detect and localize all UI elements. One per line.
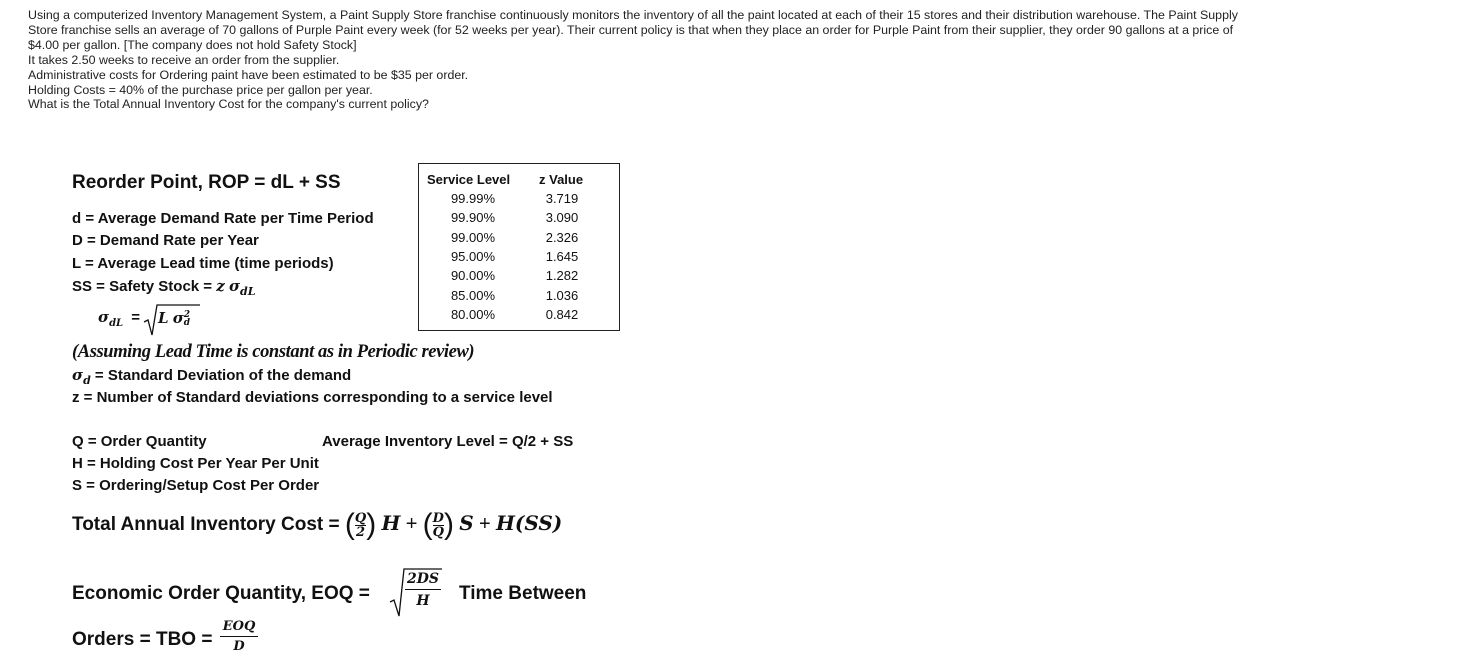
problem-line: Administrative costs for Ordering paint have been estimated to be $35 per order. <box>28 67 469 82</box>
safety-stock-definition <box>72 277 255 298</box>
service-level-cell: 99.00% <box>450 230 496 245</box>
eoq-fraction <box>405 572 441 608</box>
sigma-dl-formula <box>98 308 140 329</box>
Q-definition: Q = Order Quantity <box>72 433 207 450</box>
column-header-service-level: Service Level <box>427 172 511 187</box>
problem-line: Using a computerized Inventory Management System, a Paint Supply Store franchise continuously monitors the inventory of all the paint located at each of their 15 stores and their distribution warehouse. The Paint Supply <box>28 8 1238 22</box>
time-between-label: Time Between <box>459 583 587 604</box>
eoq-denominator: H <box>405 589 441 608</box>
problem-line: It takes 2.50 weeks to receive an order from the supplier. <box>28 52 340 67</box>
sigma-dl-radicand <box>158 309 190 327</box>
lead-time-assumption: (Assuming Lead Time is constant as in Periodic review) <box>72 342 475 362</box>
problem-line: What is the Total Annual Inventory Cost for the company's current policy? <box>28 97 429 112</box>
problem-line: $4.00 per gallon. [The company does not hold Safety Stock] <box>28 37 357 52</box>
sigma-d-subscript: d <box>83 374 91 387</box>
equals-sign: = <box>131 309 141 326</box>
tc-S: S <box>459 511 474 536</box>
service-level-cell: 85.00% <box>450 288 496 303</box>
tc-H2: H <box>495 511 515 536</box>
eoq-numerator: 2DS <box>407 571 439 587</box>
column-header-z-value: z Value <box>539 172 584 187</box>
H-definition: H = Holding Cost Per Year Per Unit <box>72 455 319 472</box>
service-level-cell: 99.90% <box>450 210 496 225</box>
z-value-cell: 2.326 <box>545 230 579 245</box>
service-level-cell: 90.00% <box>450 268 496 283</box>
radicand-L: L <box>158 309 169 327</box>
L-definition: L = Average Lead time (time periods) <box>72 255 334 272</box>
fraction-numerator: Q <box>354 510 367 526</box>
fraction-denominator: Q <box>432 524 444 540</box>
z-value-cell: 0.842 <box>545 307 579 322</box>
average-inventory-level: Average Inventory Level = Q/2 + SS <box>322 433 574 450</box>
sigma-d-definition <box>72 366 351 387</box>
d-definition: d = Average Demand Rate per Time Period <box>72 210 374 227</box>
tc-H: H <box>381 511 401 536</box>
problem-statement <box>28 8 1428 112</box>
q-over-2-fraction <box>355 512 366 539</box>
tbo-numerator: EOQ <box>222 619 256 634</box>
sigma-dl-lhs: σ <box>98 308 110 326</box>
z-value-cell: 3.090 <box>545 210 579 225</box>
total-cost-label: Total Annual Inventory Cost = <box>72 514 345 536</box>
D-definition: D = Demand Rate per Year <box>72 232 259 249</box>
tbo-fraction <box>220 620 258 653</box>
total-annual-cost-formula: Total Annual Inventory Cost = ( $\frac{Q}{2}$ ) H + ( $\frac{D}{Q}$ ) S + H(SS) <box>72 508 563 541</box>
z-value-cell: 1.282 <box>545 268 579 283</box>
sigma-d-symbol: σ <box>72 366 84 384</box>
ss-z: z <box>216 277 225 295</box>
eoq-label: Economic Order Quantity, EOQ = <box>72 583 370 604</box>
S-definition: S = Ordering/Setup Cost Per Order <box>72 477 320 494</box>
service-level-cell: 80.00% <box>450 307 496 322</box>
ss-sigma-subscript: dL <box>240 285 256 298</box>
ss-prefix: SS = Safety Stock = <box>72 278 217 295</box>
service-level-cell: 95.00% <box>450 249 496 264</box>
service-level-cell: 99.99% <box>450 191 496 206</box>
sigma-d-text: = Standard Deviation of the demand <box>90 367 352 384</box>
plus-sign: + <box>405 513 418 536</box>
z-value-cell: 1.645 <box>545 249 579 264</box>
ss-sigma: σ <box>228 277 241 295</box>
radicand-sigma: σ <box>172 309 184 327</box>
service-level-table <box>418 163 620 331</box>
z-definition: z = Number of Standard deviations corresponding to a service level <box>72 389 553 406</box>
reorder-point-title: Reorder Point, ROP = dL + SS <box>72 172 341 193</box>
d-over-q-fraction <box>433 512 444 539</box>
problem-line: Store franchise sells an average of 70 gallons of Purple Paint every week (for 52 weeks per year). Their current policy is that when they place an order for Purple Paint from their supplier, they order 90 gallons at a price of <box>28 22 1234 37</box>
sigma-dl-lhs-sub: dL <box>109 318 124 329</box>
tbo-label: Orders = TBO = <box>72 629 213 650</box>
radicand-superscript: 2 <box>183 310 191 321</box>
z-value-cell: 3.719 <box>545 191 579 206</box>
fraction-denominator: 2 <box>356 524 366 540</box>
tbo-denominator: D <box>220 636 258 653</box>
tc-SS: SS <box>524 511 553 536</box>
z-value-cell: 1.036 <box>545 288 579 303</box>
radicand-subscript: d <box>183 318 191 329</box>
fraction-numerator: D <box>432 510 444 526</box>
problem-line: Holding Costs = 40% of the purchase price per gallon per year. <box>28 82 373 97</box>
